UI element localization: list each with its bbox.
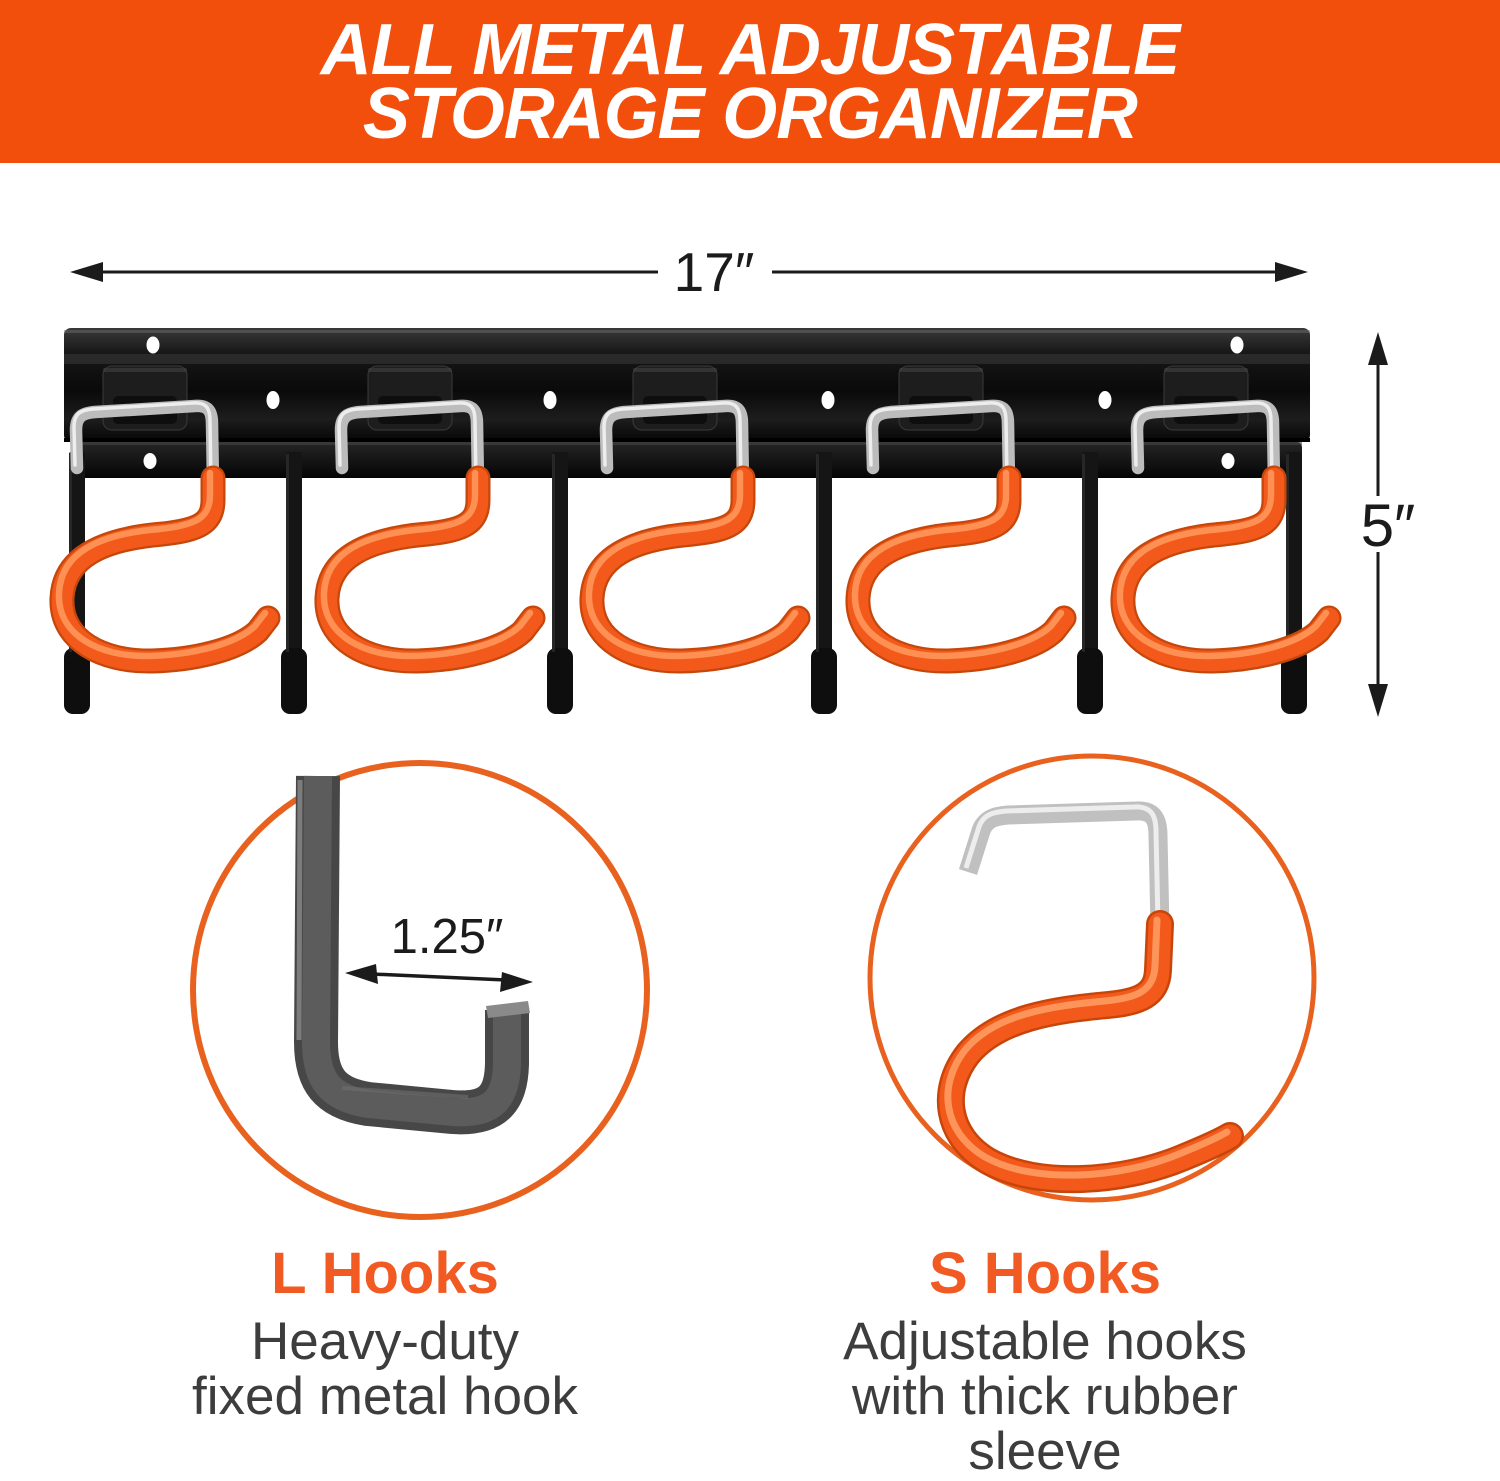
l-hooks-desc-line1: Heavy-duty [250,1312,520,1371]
l-hook-width-label: 1.25″ [390,910,504,964]
width-dimension-arrow [70,241,1308,303]
s-hook-large-icon [948,807,1230,1179]
l-hook-width-arrow [345,910,533,992]
banner-title-line1: ALL METAL ADJUSTABLE [320,9,1180,90]
s-hooks-description [795,1314,1295,1479]
s-hooks-desc-line1: Adjustable hooks [843,1312,1247,1371]
s-hooks-callout [795,1241,1295,1481]
l-hook-icon [281,452,307,714]
l-hooks-desc-line2: fixed metal hook [192,1367,578,1426]
width-dimension-label: 17″ [673,241,755,303]
height-dimension-arrow [1361,332,1416,717]
l-hook-icon [547,452,573,714]
l-hook-icon [811,452,837,714]
s-hooks-desc-line2: with thick rubber sleeve [852,1367,1238,1481]
banner-title-line2: STORAGE ORGANIZER [363,73,1137,154]
height-dimension-label: 5″ [1360,492,1416,559]
l-hooks-callout [135,1241,635,1426]
l-hook-detail-circle [193,763,647,1217]
s-hooks-heading: S Hooks [928,1241,1162,1306]
l-hook-icon [1077,452,1103,714]
s-hook-detail-circle [870,756,1314,1200]
l-hooks-description [135,1314,635,1424]
l-hooks-heading: L Hooks [271,1241,499,1306]
